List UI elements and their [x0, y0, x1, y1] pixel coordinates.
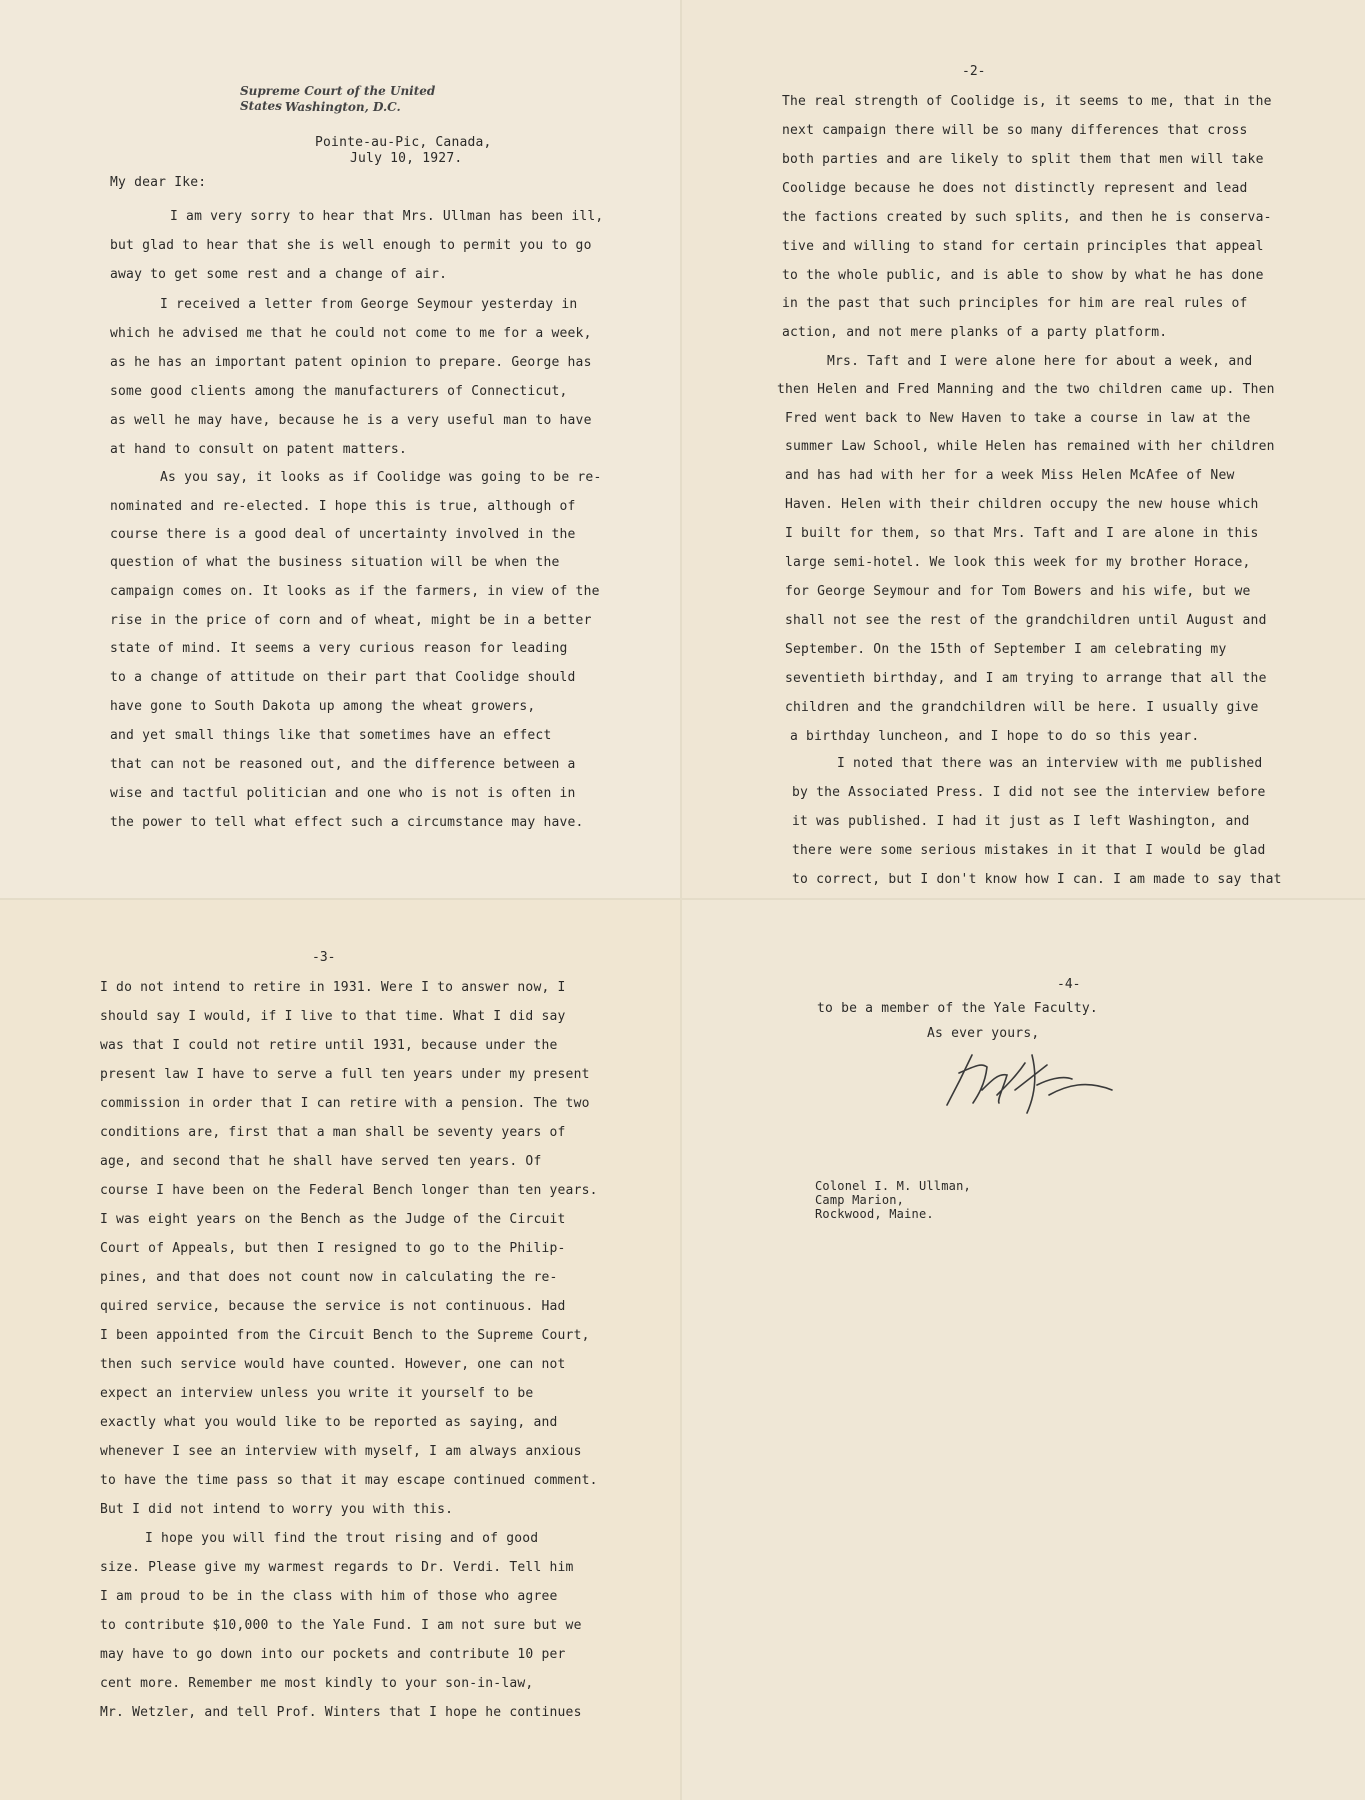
body-line: it was published. I had it just as I left Washington, and [792, 814, 1250, 829]
body-line: expect an interview unless you write it yourself to be [100, 1386, 534, 1401]
body-line: there were some serious mistakes in it that I would be glad [792, 843, 1266, 858]
body-line: to contribute $10,000 to the Yale Fund. I am not sure but we [100, 1618, 582, 1633]
body-line: I was eight years on the Bench as the Judge of the Circuit [100, 1212, 566, 1227]
body-line: should say I would, if I live to that time. What I did say [100, 1009, 566, 1024]
body-line: But I did not intend to worry you with this. [100, 1502, 454, 1517]
body-line: seventieth birthday, and I am trying to arrange that all the [785, 671, 1267, 686]
body-line: The real strength of Coolidge is, it seems to me, that in the [782, 94, 1272, 109]
body-line: shall not see the rest of the grandchildren until August and [785, 613, 1267, 628]
body-line: to correct, but I don't know how I can. I am made to say that [792, 872, 1282, 887]
address-line: Camp Marion, [815, 1193, 905, 1207]
closing: As ever yours, [927, 1026, 1040, 1041]
body-line: nominated and re-elected. I hope this is true, although of [110, 499, 576, 514]
letter-page-2 [682, 0, 1365, 898]
body-line: Court of Appeals, but then I resigned to go to the Philip- [100, 1241, 566, 1256]
body-line: I hope you will find the trout rising and of good [145, 1531, 539, 1546]
body-line: September. On the 15th of September I am celebrating my [785, 642, 1227, 657]
page-number: -4- [1057, 977, 1081, 992]
body-line: Mrs. Taft and I were alone here for about a week, and [827, 354, 1253, 369]
body-line: at hand to consult on patent matters. [110, 442, 407, 457]
body-line: the factions created by such splits, and then he is conserva- [782, 210, 1272, 225]
body-line: the power to tell what effect such a circumstance may have. [110, 815, 584, 830]
body-line: to be a member of the Yale Faculty. [817, 1001, 1098, 1016]
page-number: -3- [312, 950, 336, 965]
body-line: exactly what you would like to be reported as saying, and [100, 1415, 558, 1430]
body-line: Mr. Wetzler, and tell Prof. Winters that I hope he continues [100, 1705, 582, 1720]
body-line: a birthday luncheon, and I hope to do so this year. [790, 729, 1200, 744]
body-line: size. Please give my warmest regards to Dr. Verdi. Tell him [100, 1560, 574, 1575]
body-line: I do not intend to retire in 1931. Were I to answer now, I [100, 980, 566, 995]
body-line: commission in order that I can retire with a pension. The two [100, 1096, 590, 1111]
page-number: -2- [962, 64, 986, 79]
body-line: was that I could not retire until 1931, because under the [100, 1038, 558, 1053]
address-line: Rockwood, Maine. [815, 1207, 934, 1221]
body-line: question of what the business situation will be when the [110, 555, 560, 570]
body-line: Coolidge because he does not distinctly represent and lead [782, 181, 1248, 196]
body-line: action, and not mere planks of a party platform. [782, 325, 1168, 340]
salutation: My dear Ike: [110, 175, 207, 190]
body-line: cent more. Remember me most kindly to your son-in-law, [100, 1676, 534, 1691]
signature [937, 1045, 1117, 1120]
letter-page-4 [682, 900, 1365, 1800]
body-line: may have to go down into our pockets and contribute 10 per [100, 1647, 566, 1662]
body-line: away to get some rest and a change of air. [110, 267, 448, 282]
body-line: children and the grandchildren will be here. I usually give [785, 700, 1259, 715]
letterhead-line-1: Supreme Court of the United States [240, 84, 436, 113]
body-line: large semi-hotel. We look this week for my brother Horace, [785, 555, 1251, 570]
body-line: as well he may have, because he is a very useful man to have [110, 413, 592, 428]
body-line: present law I have to serve a full ten years under my present [100, 1067, 590, 1082]
address-line: Colonel I. M. Ullman, [815, 1179, 971, 1193]
body-line: I been appointed from the Circuit Bench to the Supreme Court, [100, 1328, 590, 1343]
body-line: course there is a good deal of uncertainty involved in the [110, 527, 576, 542]
body-line: and has had with her for a week Miss Helen McAfee of New [785, 468, 1235, 483]
body-line: as he has an important patent opinion to prepare. George has [110, 355, 592, 370]
body-line: that can not be reasoned out, and the difference between a [110, 757, 576, 772]
body-line: I built for them, so that Mrs. Taft and I are alone in this [785, 526, 1259, 541]
body-line: I noted that there was an interview with me published [837, 756, 1263, 771]
body-line: for George Seymour and for Tom Bowers and his wife, but we [785, 584, 1251, 599]
body-line: quired service, because the service is not continuous. Had [100, 1299, 566, 1314]
letter-page-1 [0, 0, 680, 898]
body-line: pines, and that does not count now in calculating the re- [100, 1270, 558, 1285]
body-line: I received a letter from George Seymour yesterday in [160, 297, 578, 312]
body-line: to a change of attitude on their part that Coolidge should [110, 670, 576, 685]
body-line: to the whole public, and is able to show by what he has done [782, 268, 1264, 283]
body-line: course I have been on the Federal Bench longer than ten years. [100, 1183, 598, 1198]
letter-date: July 10, 1927. [350, 151, 463, 166]
body-line: I am proud to be in the class with him of those who agree [100, 1589, 558, 1604]
body-line: state of mind. It seems a very curious reason for leading [110, 641, 568, 656]
body-line: whenever I see an interview with myself, I am always anxious [100, 1444, 582, 1459]
body-line: I am very sorry to hear that Mrs. Ullman has been ill, [170, 209, 604, 224]
letter-place: Pointe-au-Pic, Canada, [315, 135, 492, 150]
body-line: Haven. Helen with their children occupy the new house which [785, 497, 1259, 512]
body-line: then such service would have counted. However, one can not [100, 1357, 566, 1372]
body-line: by the Associated Press. I did not see the interview before [792, 785, 1266, 800]
body-line: wise and tactful politician and one who is not is often in [110, 786, 576, 801]
body-line: conditions are, first that a man shall be seventy years of [100, 1125, 566, 1140]
body-line: then Helen and Fred Manning and the two children came up. Then [777, 382, 1275, 397]
body-line: some good clients among the manufacturers of Connecticut, [110, 384, 568, 399]
letterhead-line-2: Washington, D.C. [285, 100, 401, 114]
body-line: to have the time pass so that it may escape continued comment. [100, 1473, 598, 1488]
body-line: campaign comes on. It looks as if the farmers, in view of the [110, 584, 600, 599]
body-line: Fred went back to New Haven to take a course in law at the [785, 411, 1251, 426]
body-line: rise in the price of corn and of wheat, might be in a better [110, 613, 592, 628]
body-line: and yet small things like that sometimes have an effect [110, 728, 552, 743]
body-line: both parties and are likely to split them that men will take [782, 152, 1264, 167]
body-line: which he advised me that he could not come to me for a week, [110, 326, 592, 341]
body-line: As you say, it looks as if Coolidge was going to be re- [160, 470, 602, 485]
body-line: next campaign there will be so many differences that cross [782, 123, 1248, 138]
body-line: but glad to hear that she is well enough to permit you to go [110, 238, 592, 253]
body-line: age, and second that he shall have served ten years. Of [100, 1154, 542, 1169]
body-line: in the past that such principles for him are real rules of [782, 296, 1248, 311]
body-line: have gone to South Dakota up among the wheat growers, [110, 699, 536, 714]
body-line: tive and willing to stand for certain principles that appeal [782, 239, 1264, 254]
letter-page-3 [0, 900, 680, 1800]
body-line: summer Law School, while Helen has remained with her children [785, 439, 1275, 454]
